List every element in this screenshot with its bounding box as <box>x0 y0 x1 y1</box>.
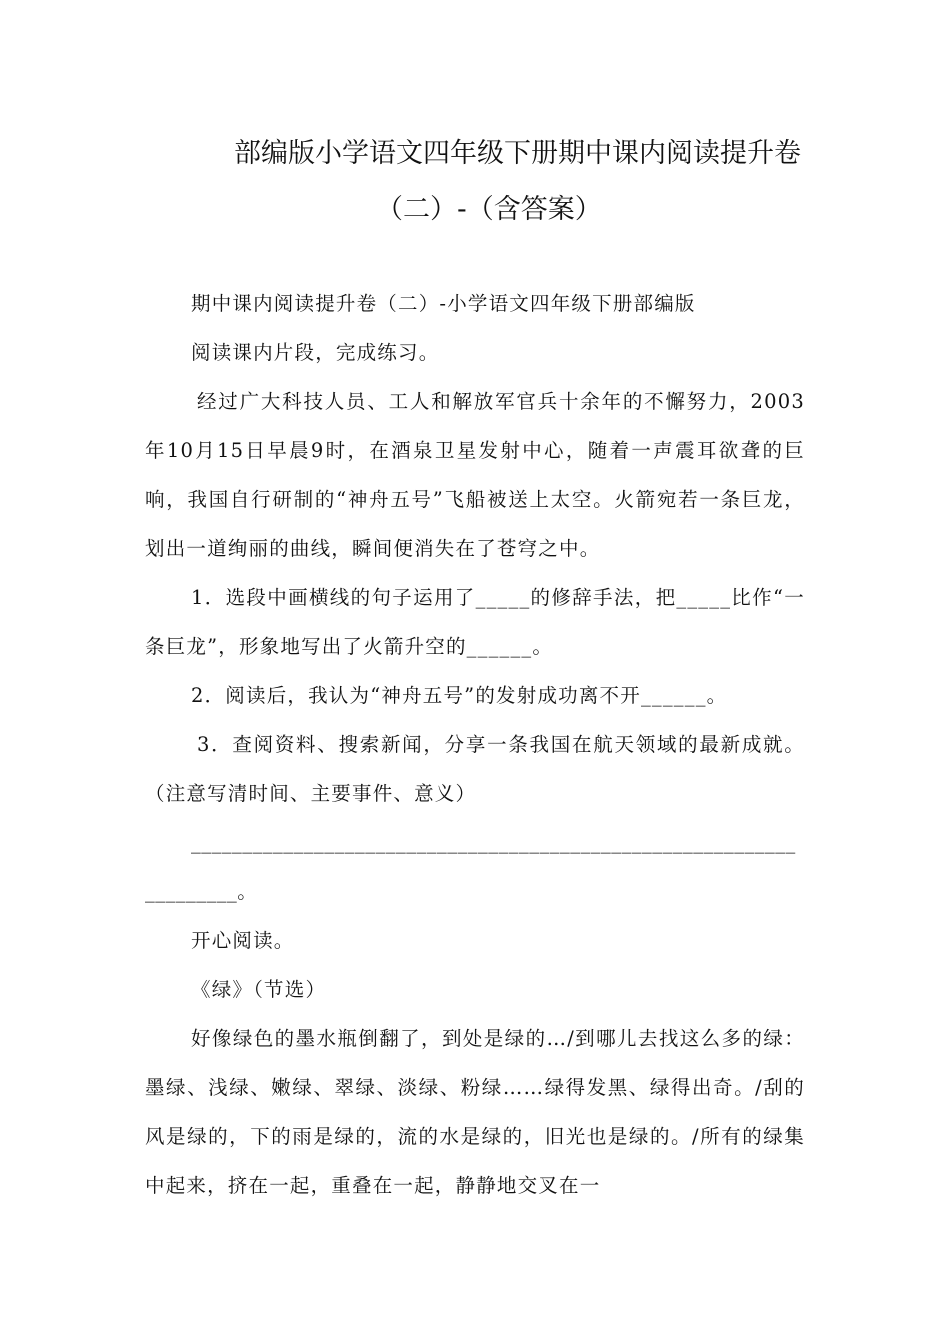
title-line-1: 部编版小学语文四年级下册期中课内阅读提升卷 <box>234 138 801 169</box>
question-2: 2．阅读后，我认为“神舟五号”的发射成功离不开______。 <box>191 684 728 707</box>
passage-green: 好像绿色的墨水瓶倒翻了，到处是绿的…/到哪儿去找这么多的绿：墨绿、浅绿、嫩绿、翠绿、淡绿、粉绿……绿得发黑、绿得出奇。/刮的风是绿的，下的雨是绿的，流的水是绿的，旧光也是绿的。/所有的绿集中起来，挤在一起，重叠在一起，静静地交叉在一 <box>145 1027 805 1197</box>
document-body <box>145 279 805 1210</box>
instruction-reading: 阅读课内片段，完成练习。 <box>191 341 440 364</box>
passage-title-green: 《绿》（节选） <box>191 978 327 1001</box>
answer-line-end: _________。 <box>145 880 258 903</box>
answer-line: ___________________________________________________________ <box>191 831 796 854</box>
document-title <box>0 126 950 238</box>
question-1: 1．选段中画横线的句子运用了_____的修辞手法，把_____比作“一条巨龙”，形象地写出了火箭升空的______。 <box>145 586 805 658</box>
passage-shenzhou: 经过广大科技人员、工人和解放军官兵十余年的不懈努力，2003年10月15日早晨9时，在酒泉卫星发射中心，随着一声震耳欲聋的巨响，我国自行研制的“神舟五号”飞船被送上太空。火箭宛若一条巨龙，划出一道绚丽的曲线，瞬间便消失在了苍穹之中。 <box>145 390 805 560</box>
instruction-happy-reading: 开心阅读。 <box>191 929 295 952</box>
subtitle: 期中课内阅读提升卷（二）-小学语文四年级下册部编版 <box>191 292 696 315</box>
question-3: 3．查阅资料、搜索新闻，分享一条我国在航天领域的最新成就。（注意写清时间、主要事件、意义） <box>145 733 805 805</box>
title-line-2: （二）-（含答案） <box>376 194 602 225</box>
